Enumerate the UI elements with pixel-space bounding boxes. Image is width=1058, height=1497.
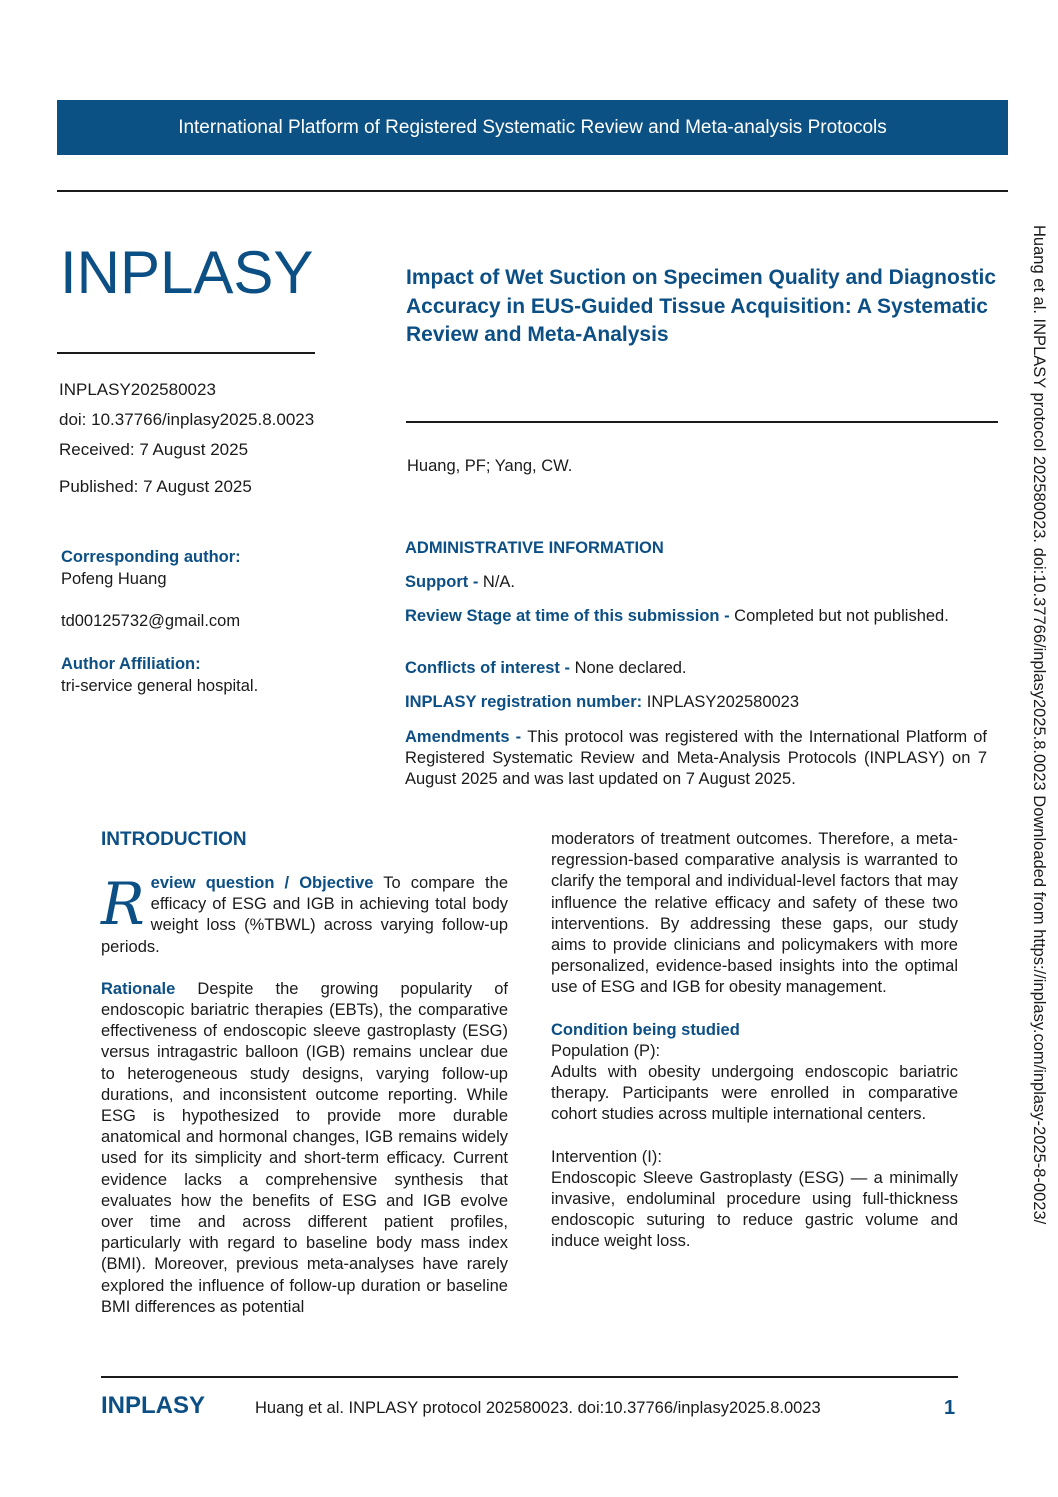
header-banner [57, 100, 1008, 155]
rationale-text: Despite the growing popularity of endoscopic bariatric therapies (EBTs), the comparative effectiveness of endoscopic sleeve gastroplasty (ESG) versus intragastric balloon (IGB) remains unclear due to heterogeneous study designs, varying follow-up durations, and inconsistent outcome reporting. While ESG is hypothesized to provide more durable anatomical and hormonal changes, IGB remains widely used for its simplicity and short-term efficacy. Current evidence lacks a comprehensive synthesis that evaluates how the benefits of ESG and IGB evolve over time and across different patient profiles, particularly with regard to baseline body mass index (BMI). Moreover, previous meta-analyses have rarely explored the influence of follow-up duration or baseline BMI differences as potential [101, 979, 508, 1316]
top-divider [57, 190, 1008, 192]
protocol-id: INPLASY202580023 [59, 380, 216, 399]
protocol-doi[interactable]: doi: 10.37766/inplasy2025.8.0023 [59, 410, 315, 429]
intro-right-column [551, 829, 958, 1253]
condition-heading: Condition being studied [551, 1020, 740, 1039]
review-stage-label: Review Stage at time of this submission - [405, 607, 735, 625]
population-text: Adults with obesity undergoing endoscopic bariatric therapy. Participants were enrolled in comparative cohort studies across multiple international centers. [551, 1063, 958, 1124]
introduction-heading: INTRODUCTION [101, 829, 247, 850]
admin-conflicts [405, 658, 987, 679]
affiliation-value: tri-service general hospital. [61, 677, 259, 695]
admin-amendments [405, 727, 987, 790]
footer-citation: Huang et al. INPLASY protocol 202580023. doi:10.37766/inplasy2025.8.0023 [255, 1399, 821, 1417]
logo-divider [57, 352, 315, 354]
conflicts-value: None declared. [574, 659, 687, 677]
banner-text: International Platform of Registered Systematic Review and Meta-analysis Protocols [178, 116, 887, 138]
support-value: N/A. [482, 573, 515, 591]
intervention-text: Endoscopic Sleeve Gastroplasty (ESG) — a minimally invasive, endoluminal procedure using full-thickness endoscopic suturing to reduce gastric volume and induce weight loss. [551, 1168, 958, 1251]
amendments-value: This protocol was registered with the International Platform of Registered Systematic Review and Meta-Analysis Protocols (INPLASY) on 7 August 2025 and was last updated on 7 August 2025. [405, 728, 988, 788]
footer-logo: INPLASY [101, 1392, 206, 1419]
download-sidebar [1022, 225, 1058, 1355]
corresponding-author-email[interactable]: td00125732@gmail.com [61, 612, 241, 630]
corresponding-author-heading: Corresponding author: [61, 548, 241, 566]
rationale-label: Rationale [101, 979, 176, 998]
admin-registration [405, 692, 987, 713]
registration-value: INPLASY202580023 [646, 693, 800, 711]
corresponding-author-name: Pofeng Huang [61, 570, 167, 588]
review-question-text: To compare the efficacy of ESG and IGB in achieving total body weight loss (%TBWL) across varying follow-up periods. [101, 874, 508, 956]
received-date: Received: 7 August 2025 [59, 440, 249, 459]
amendments-label: Amendments - [405, 728, 528, 746]
intro-left-column [101, 870, 508, 1318]
admin-heading: ADMINISTRATIVE INFORMATION [405, 539, 664, 557]
rationale-continued: moderators of treatment outcomes. Therefore, a meta-regression-based comparative analysis is warranted to clarify the temporal and individual-level factors that may influence the relative efficacy and safety of these two interventions. By addressing these gaps, our study aims to provide clinicians and policymakers with more personalized, evidence-based insights into the optimal use of ESG and IGB for obesity management. [551, 830, 958, 997]
inplasy-logo: INPLASY [60, 239, 314, 306]
affiliation-heading: Author Affiliation: [61, 655, 201, 673]
page-number: 1 [944, 1397, 956, 1419]
population-label: Population (P): [551, 1041, 661, 1060]
conflicts-label: Conflicts of interest - [405, 659, 575, 677]
admin-review-stage [405, 606, 987, 627]
drop-cap: R [101, 870, 145, 938]
review-stage-value: Completed but not published. [734, 607, 949, 625]
footer-divider [101, 1376, 958, 1378]
protocol-title: Impact of Wet Suction on Specimen Quality and Diagnostic Accuracy in EUS-Guided Tissue Acquisition: A Systematic Review and Meta-Analysis [406, 266, 997, 346]
admin-support [405, 572, 987, 593]
review-question-label: eview question / Objective [150, 874, 374, 892]
intervention-label: Intervention (I): [551, 1147, 662, 1166]
authors: Huang, PF; Yang, CW. [407, 457, 573, 475]
published-date: Published: 7 August 2025 [59, 477, 252, 496]
review-question-paragraph [101, 870, 508, 958]
title-divider [406, 421, 998, 423]
support-label: Support - [405, 573, 483, 591]
registration-label: INPLASY registration number: [405, 693, 647, 711]
rationale-paragraph [101, 979, 508, 1318]
sidebar-citation[interactable]: Huang et al. INPLASY protocol 202580023. doi:10.37766/inplasy2025.8.0023 Downloaded from https://inplasy.com/inplasy-2025-8-0023/ [1030, 225, 1048, 1225]
